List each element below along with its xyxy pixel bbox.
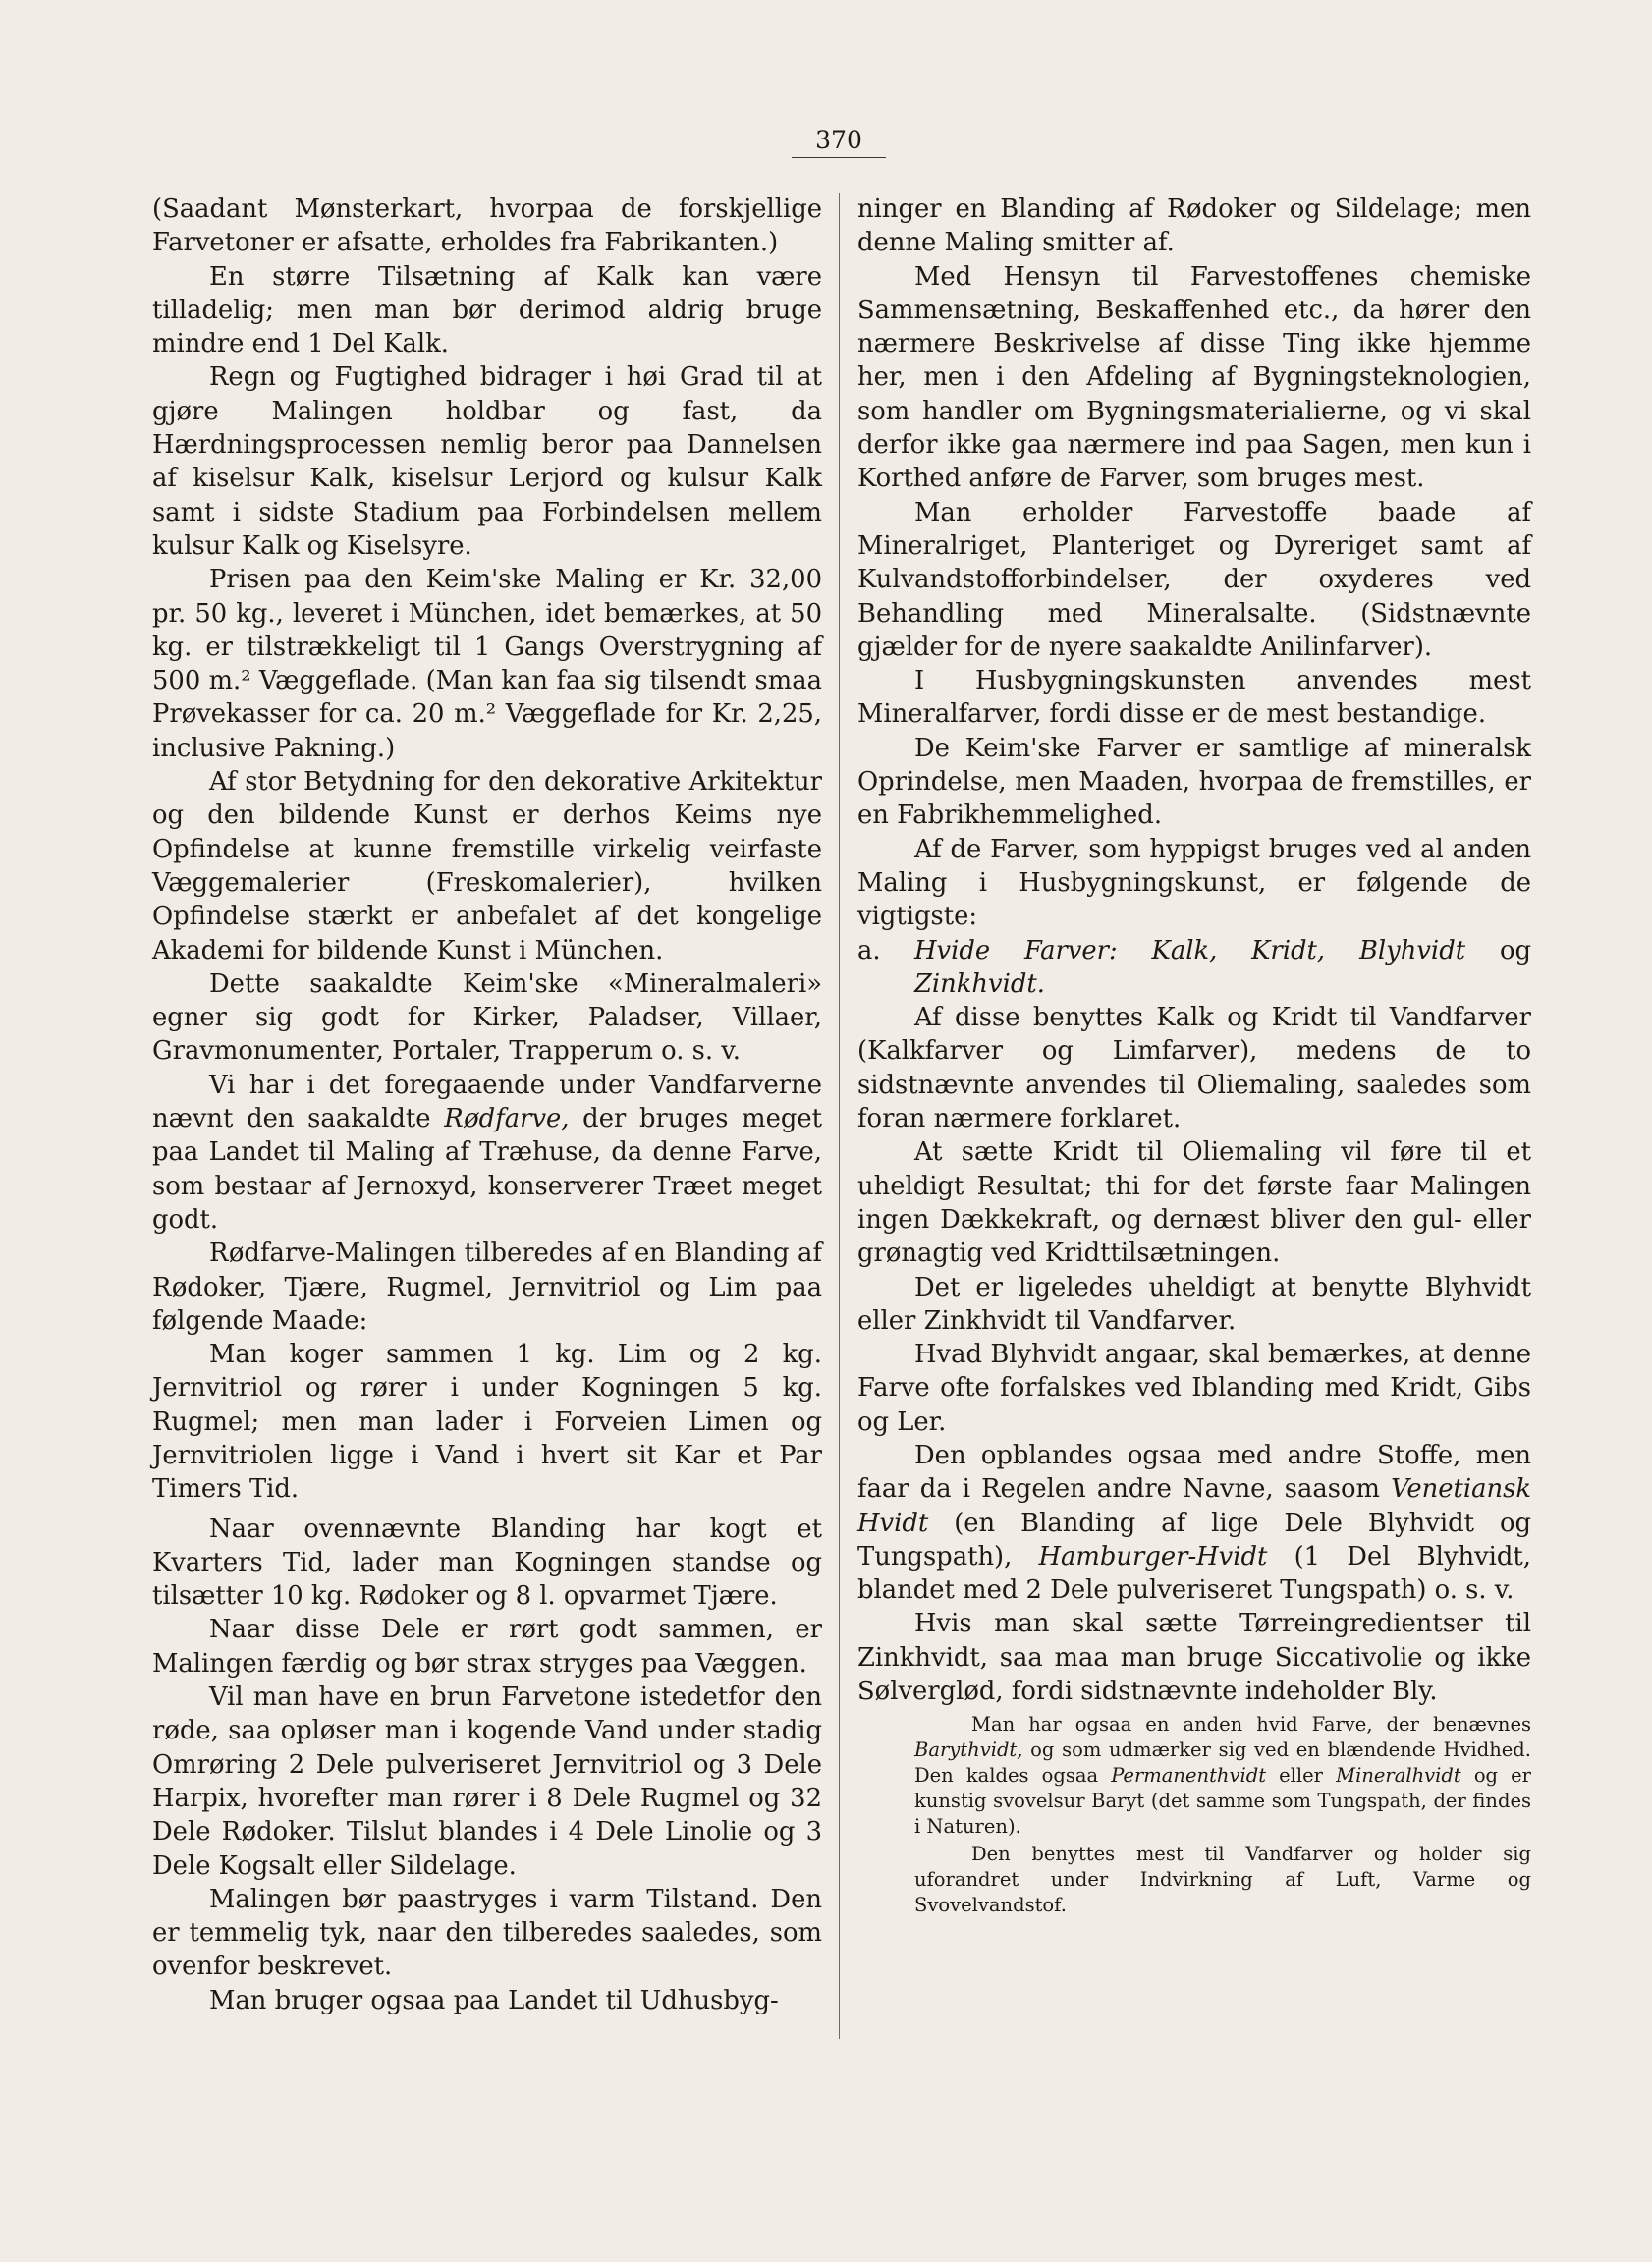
paragraph: Naar disse Dele er rørt godt sammen, er Malingen færdig og bør strax stryges paa Væggen. <box>152 1615 822 1679</box>
paragraph: Vil man have en brun Farvetone istedetfor den røde, saa opløser man i kogende Vand under stadig Omrøring 2 Dele pulveriseret Jernvitriol og 3 Dele Harpix, hvorefter man rører i 8 Dele Rugmel og 32 Dele Rødoker. Tilslut blandes i 4 Dele Linolie og 3 Dele Kogsalt eller Sildelage. <box>152 1683 822 1881</box>
text-run: og som udmærker sig ved en blændende Hvidhed. Den kaldes ogsaa <box>914 1738 1531 1788</box>
paragraph: En større Tilsætning af Kalk kan være tilladelig; men man bør derimod aldrig bruge mindre end 1 Del Kalk. <box>152 261 822 359</box>
paragraph: Naar ovennævnte Blanding har kogt et Kvarters Tid, lader man Kogningen standse og tilsætter 10 kg. Rødoker og 8 l. opvarmet Tjære. <box>152 1514 822 1612</box>
page-number: 370 <box>792 126 886 158</box>
paragraph: Man erholder Farvestoffe baade af Mineralriget, Planteriget og Dyreriget samt af Kulvandstofforbindelser, der oxyderes ved Behandling med Mineralsalte. (Sidstnævnte gjælder for de nyere saakaldte Anilinfarver). <box>857 497 1531 662</box>
paragraph: Man bruger ogsaa paa Landet til Udhusbyg- <box>209 1985 779 2015</box>
italic-term: Hamburger-Hvidt <box>1038 1541 1268 1572</box>
text-run: (1 Del Blyhvidt, blandet med 2 Dele pulveriseret Tungspath) o. s. v. <box>857 1541 1531 1606</box>
paragraph: At sætte Kridt til Oliemaling vil føre til et uheldigt Resultat; thi for det første faar Malingen ingen Dækkekraft, og dernæst bliver den gul- eller grønagtig ved Kridttilsætningen. <box>857 1137 1531 1269</box>
text-run: Man har ogsaa en anden hvid Farve, der benævnes <box>971 1713 1531 1737</box>
paragraph: Af de Farver, som hyppigst bruges ved al anden Maling i Husbygningskunst, er følgende de vigtigste: <box>857 834 1531 932</box>
paragraph: Med Hensyn til Farvestoffenes chemiske Sammensætning, Beskaffenhed etc., da hører den nærmere Beskrivelse af disse Ting ikke hjemme her, men i den Afdeling af Bygningsteknologien, som handler om Bygningsmaterialierne, og vi skal derfor ikke gaa nærmere ind paa Sagen, men kun i Korthed anføre de Farver, som bruges mest. <box>857 261 1531 494</box>
paragraph: Af stor Betydning for den dekorative Arkitektur og den bildende Kunst er derhos Keims nye Opfindelse at kunne fremstille virkelig veirfaste Væggemalerier (Freskomalerier), hvilken Opfindelse stærkt er anbefalet af det kongelige Akademi for bildende Kunst i München. <box>152 767 822 965</box>
paragraph <box>152 1069 822 1237</box>
right-column <box>857 193 1531 1918</box>
paragraph: Regn og Fugtighed bidrager i høi Grad til at gjøre Malingen holdbar og fast, da Hærdningsprocessen nemlig beror paa Dannelsen af kiselsur Kalk, kiselsur Lerjord og kulsur Kalk samt i sidste Stadium paa Forbindelsen mellem kulsur Kalk og Kiselsyre. <box>152 362 822 561</box>
text-run: (en Blanding af lige Dele Blyhvidt og Tungspath), <box>857 1508 1531 1572</box>
italic-term: Hvide Farver: Kalk, Kridt, Blyhvidt <box>914 935 1466 965</box>
list-item <box>857 934 1531 1002</box>
italic-term: Rødfarve, <box>444 1104 570 1134</box>
text-run: Den opblandes ogsaa med andre Stoffe, men faar da i Regelen andre Navne, saasom <box>857 1440 1531 1505</box>
list-marker: a. <box>857 935 881 965</box>
paragraph: Hvis man skal sætte Tørreingredientser til Zinkhvidt, saa maa man bruge Siccativolie og ikke Sølverglød, fordi sidstnævnte indeholder Bly. <box>857 1609 1531 1707</box>
paragraph: De Keim'ske Farver er samtlige af mineralsk Oprindelse, men Maaden, hvorpaa de fremstilles, er en Fabrikhemmelighed. <box>857 733 1531 831</box>
paragraph <box>857 1439 1531 1607</box>
text-run: der bruges meget paa Landet til Maling af Træhuse, da denne Farve, som bestaar af Jernoxyd, konserverer Træet meget godt. <box>152 1104 822 1235</box>
paragraph: Man koger sammen 1 kg. Lim og 2 kg. Jernvitriol og rører i under Kogningen 5 kg. Rugmel; men man lader i Forveien Limen og Jernvitriolen ligge i Vand i hvert sit Kar et Par Timers Tid. <box>152 1340 822 1505</box>
paragraph: Malingen bør paastryges i varm Tilstand. Den er temmelig tyk, naar den tilberedes saaledes, som ovenfor beskrevet. <box>152 1884 822 1982</box>
column-divider <box>839 193 840 2039</box>
footnote <box>857 1712 1531 1840</box>
paragraph: Det er ligeledes uheldigt at benytte Blyhvidt eller Zinkhvidt til Vandfarver. <box>857 1272 1531 1336</box>
left-column <box>152 193 822 2017</box>
paragraph: I Husbygningskunsten anvendes mest Mineralfarver, fordi disse er de mest bestandige. <box>857 666 1531 730</box>
footnote: Den benyttes mest til Vandfarver og holder sig uforandret under Indvirkning af Luft, Varme og Svovelvandstof. <box>914 1843 1531 1917</box>
paragraph: Prisen paa den Keim'ske Maling er Kr. 32,00 pr. 50 kg., leveret i München, idet bemærkes, at 50 kg. er tilstrækkeligt til 1 Gangs Overstrygning af 500 m.² Væggeflade. (Man kan faa sig tilsendt smaa Prøvekasser for ca. 20 m.² Væggeflade for Kr. 2,25, inclusive Pakning.) <box>152 565 822 763</box>
italic-term: Venetiansk Hvidt <box>857 1474 1531 1538</box>
text-run: eller <box>1266 1764 1337 1788</box>
paragraph: Af disse benyttes Kalk og Kridt til Vandfarver (Kalkfarver og Limfarver), medens de to sidstnævnte anvendes til Oliemaling, saaledes som foran nærmere forklaret. <box>857 1003 1531 1134</box>
text-run: Vi har i det foregaaende under Vandfarverne nævnt den saakaldte <box>152 1070 822 1134</box>
paragraph: Dette saakaldte Keim'ske «Mineralmaleri» egner sig godt for Kirker, Paladser, Villaer, Gravmonumenter, Portaler, Trapperum o. s. v. <box>152 968 822 1067</box>
text-run: og <box>1465 935 1531 965</box>
paragraph: Hvad Blyhvidt angaar, skal bemærkes, at denne Farve ofte forfalskes ved Iblanding med Kridt, Gibs og Ler. <box>857 1340 1531 1437</box>
italic-term: Permanenthvidt <box>1111 1764 1267 1788</box>
italic-term: Barythvidt, <box>914 1738 1023 1762</box>
italic-term: Mineralhvidt <box>1336 1764 1461 1788</box>
paragraph: Rødfarve-Malingen tilberedes af en Blanding af Rødoker, Tjære, Rugmel, Jernvitriol og Lim paa følgende Maade: <box>152 1239 822 1336</box>
paragraph: (Saadant Mønsterkart, hvorpaa de forskjellige Farvetoner er afsatte, erholdes fra Fabrikanten.) <box>152 194 822 258</box>
italic-term: Zinkhvidt. <box>914 968 1045 999</box>
paragraph: ninger en Blanding af Rødoker og Sildelage; men denne Maling smitter af. <box>857 194 1531 258</box>
text-run: og er kunstig svovelsur Baryt (det samme som Tungspath, der findes i Naturen). <box>914 1764 1531 1839</box>
